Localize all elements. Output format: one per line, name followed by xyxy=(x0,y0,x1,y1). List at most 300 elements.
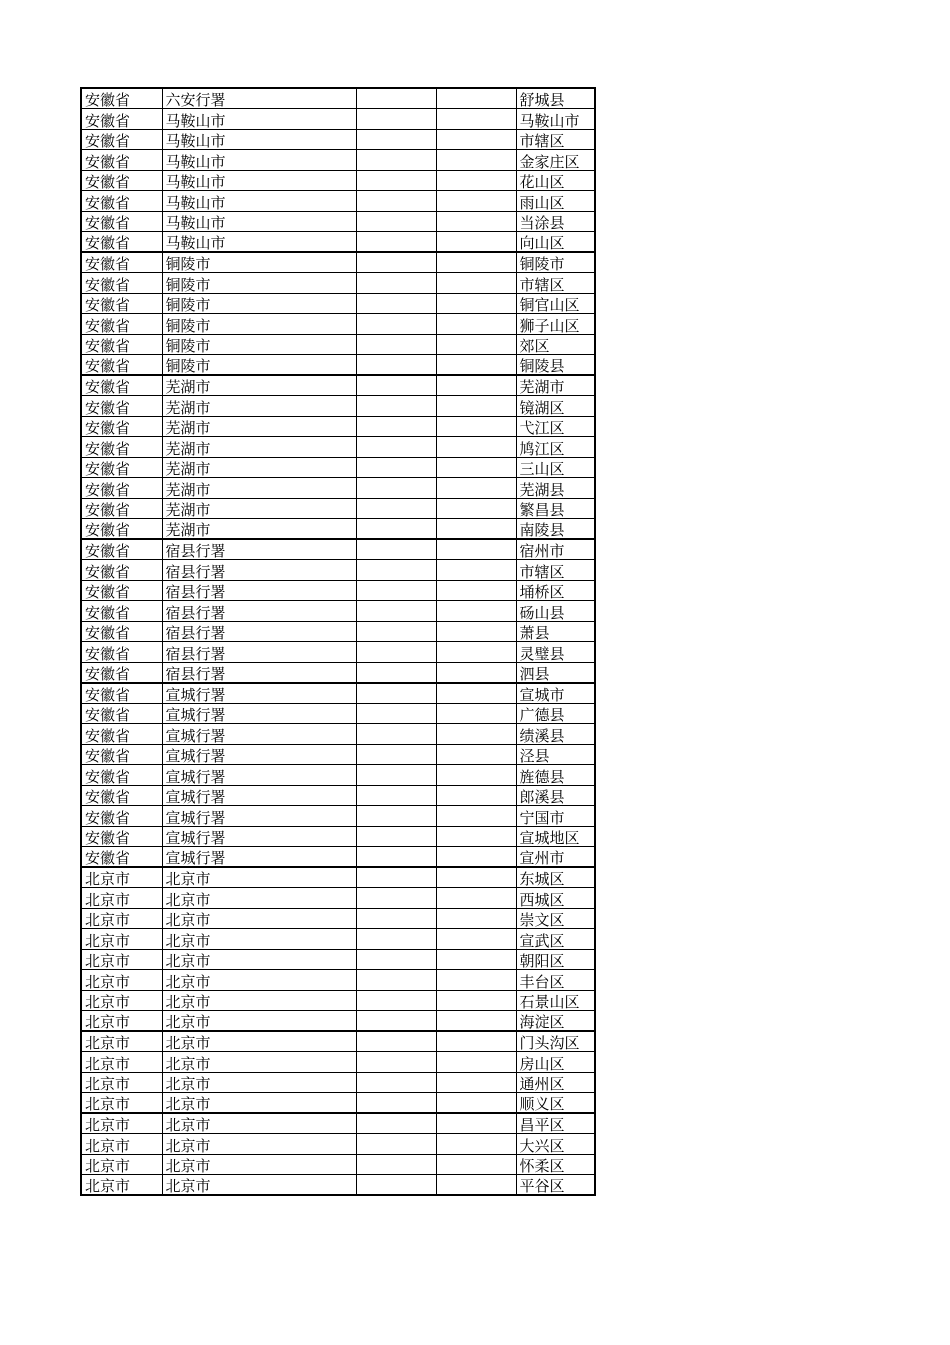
table-row xyxy=(81,1093,595,1114)
city-cell: 北京市 xyxy=(162,1113,356,1134)
blank-cell-b xyxy=(436,1052,516,1073)
table-row xyxy=(81,560,595,581)
district-cell: 芜湖县 xyxy=(516,478,595,499)
city-cell: 宿县行署 xyxy=(162,642,356,663)
blank-cell-a xyxy=(356,1011,436,1032)
blank-cell-a xyxy=(356,724,436,745)
blank-cell-b xyxy=(436,847,516,868)
table-row xyxy=(81,293,595,314)
city-cell: 马鞍山市 xyxy=(162,232,356,253)
city-cell: 宣城行署 xyxy=(162,744,356,765)
blank-cell-a xyxy=(356,334,436,355)
blank-cell-a xyxy=(356,1052,436,1073)
blank-cell-a xyxy=(356,847,436,868)
blank-cell-b xyxy=(436,129,516,150)
province-cell: 安徽省 xyxy=(81,416,162,437)
city-cell: 芜湖市 xyxy=(162,416,356,437)
blank-cell-b xyxy=(436,621,516,642)
city-cell: 宣城行署 xyxy=(162,703,356,724)
table-row xyxy=(81,908,595,929)
blank-cell-a xyxy=(356,662,436,683)
table-row xyxy=(81,355,595,376)
blank-cell-a xyxy=(356,765,436,786)
district-cell: 门头沟区 xyxy=(516,1031,595,1052)
blank-cell-b xyxy=(436,519,516,540)
table-row xyxy=(81,1031,595,1052)
table-row xyxy=(81,314,595,335)
blank-cell-b xyxy=(436,252,516,273)
province-cell: 安徽省 xyxy=(81,765,162,786)
blank-cell-b xyxy=(436,375,516,396)
city-cell: 芜湖市 xyxy=(162,457,356,478)
blank-cell-b xyxy=(436,867,516,888)
blank-cell-a xyxy=(356,191,436,212)
table-row xyxy=(81,539,595,560)
province-cell: 北京市 xyxy=(81,1052,162,1073)
blank-cell-b xyxy=(436,293,516,314)
province-cell: 安徽省 xyxy=(81,457,162,478)
province-cell: 北京市 xyxy=(81,949,162,970)
province-cell: 安徽省 xyxy=(81,703,162,724)
blank-cell-b xyxy=(436,744,516,765)
district-cell: 三山区 xyxy=(516,457,595,478)
district-cell: 弋江区 xyxy=(516,416,595,437)
district-cell: 大兴区 xyxy=(516,1134,595,1155)
city-cell: 马鞍山市 xyxy=(162,109,356,130)
blank-cell-a xyxy=(356,252,436,273)
blank-cell-a xyxy=(356,232,436,253)
table-row xyxy=(81,580,595,601)
district-cell: 郎溪县 xyxy=(516,785,595,806)
blank-cell-b xyxy=(436,1093,516,1114)
district-cell: 顺义区 xyxy=(516,1093,595,1114)
blank-cell-a xyxy=(356,621,436,642)
province-cell: 安徽省 xyxy=(81,375,162,396)
district-cell: 南陵县 xyxy=(516,519,595,540)
city-cell: 马鞍山市 xyxy=(162,129,356,150)
city-cell: 宣城行署 xyxy=(162,724,356,745)
table-row xyxy=(81,334,595,355)
district-cell: 镜湖区 xyxy=(516,396,595,417)
province-cell: 安徽省 xyxy=(81,150,162,171)
table-row xyxy=(81,170,595,191)
district-cell: 雨山区 xyxy=(516,191,595,212)
table-row xyxy=(81,929,595,950)
blank-cell-b xyxy=(436,560,516,581)
table-row xyxy=(81,765,595,786)
province-cell: 安徽省 xyxy=(81,478,162,499)
blank-cell-a xyxy=(356,1093,436,1114)
province-cell: 北京市 xyxy=(81,1113,162,1134)
district-cell: 砀山县 xyxy=(516,601,595,622)
table-row xyxy=(81,1072,595,1093)
city-cell: 马鞍山市 xyxy=(162,150,356,171)
city-cell: 马鞍山市 xyxy=(162,191,356,212)
table-row xyxy=(81,478,595,499)
district-cell: 泗县 xyxy=(516,662,595,683)
blank-cell-a xyxy=(356,519,436,540)
city-cell: 北京市 xyxy=(162,990,356,1011)
district-cell: 西城区 xyxy=(516,888,595,909)
blank-cell-b xyxy=(436,929,516,950)
blank-cell-b xyxy=(436,314,516,335)
table-row xyxy=(81,396,595,417)
blank-cell-a xyxy=(356,129,436,150)
district-cell: 通州区 xyxy=(516,1072,595,1093)
table-row xyxy=(81,662,595,683)
city-cell: 宿县行署 xyxy=(162,539,356,560)
province-cell: 安徽省 xyxy=(81,273,162,294)
city-cell: 宿县行署 xyxy=(162,580,356,601)
district-cell: 鸠江区 xyxy=(516,437,595,458)
province-cell: 安徽省 xyxy=(81,826,162,847)
city-cell: 铜陵市 xyxy=(162,355,356,376)
city-cell: 宿县行署 xyxy=(162,560,356,581)
city-cell: 北京市 xyxy=(162,908,356,929)
blank-cell-a xyxy=(356,1175,436,1196)
province-cell: 安徽省 xyxy=(81,724,162,745)
blank-cell-b xyxy=(436,662,516,683)
blank-cell-b xyxy=(436,1154,516,1175)
blank-cell-b xyxy=(436,273,516,294)
blank-cell-b xyxy=(436,191,516,212)
province-cell: 北京市 xyxy=(81,1134,162,1155)
district-cell: 金家庄区 xyxy=(516,150,595,171)
province-cell: 安徽省 xyxy=(81,601,162,622)
blank-cell-b xyxy=(436,334,516,355)
city-cell: 铜陵市 xyxy=(162,252,356,273)
province-cell: 北京市 xyxy=(81,1011,162,1032)
city-cell: 铜陵市 xyxy=(162,293,356,314)
table-row xyxy=(81,1134,595,1155)
city-cell: 宣城行署 xyxy=(162,785,356,806)
city-cell: 铜陵市 xyxy=(162,273,356,294)
city-cell: 北京市 xyxy=(162,970,356,991)
table-row xyxy=(81,724,595,745)
district-cell: 房山区 xyxy=(516,1052,595,1073)
district-cell: 马鞍山市 xyxy=(516,109,595,130)
table-row xyxy=(81,232,595,253)
city-cell: 六安行署 xyxy=(162,88,356,109)
district-cell: 铜官山区 xyxy=(516,293,595,314)
province-cell: 安徽省 xyxy=(81,744,162,765)
blank-cell-b xyxy=(436,826,516,847)
blank-cell-a xyxy=(356,785,436,806)
district-cell: 铜陵市 xyxy=(516,252,595,273)
blank-cell-a xyxy=(356,806,436,827)
blank-cell-b xyxy=(436,1113,516,1134)
district-cell: 宿州市 xyxy=(516,539,595,560)
table-row xyxy=(81,683,595,704)
blank-cell-b xyxy=(436,765,516,786)
district-cell: 东城区 xyxy=(516,867,595,888)
table-row xyxy=(81,970,595,991)
blank-cell-b xyxy=(436,1031,516,1052)
blank-cell-a xyxy=(356,642,436,663)
city-cell: 芜湖市 xyxy=(162,396,356,417)
city-cell: 北京市 xyxy=(162,1154,356,1175)
blank-cell-a xyxy=(356,88,436,109)
province-cell: 北京市 xyxy=(81,1175,162,1196)
province-cell: 安徽省 xyxy=(81,232,162,253)
province-cell: 安徽省 xyxy=(81,539,162,560)
district-cell: 怀柔区 xyxy=(516,1154,595,1175)
blank-cell-b xyxy=(436,580,516,601)
province-cell: 北京市 xyxy=(81,990,162,1011)
blank-cell-b xyxy=(436,211,516,232)
city-cell: 铜陵市 xyxy=(162,314,356,335)
table-row xyxy=(81,867,595,888)
blank-cell-a xyxy=(356,457,436,478)
blank-cell-b xyxy=(436,150,516,171)
city-cell: 宣城行署 xyxy=(162,765,356,786)
province-cell: 安徽省 xyxy=(81,211,162,232)
blank-cell-b xyxy=(436,724,516,745)
table-row xyxy=(81,1175,595,1196)
blank-cell-a xyxy=(356,990,436,1011)
province-cell: 北京市 xyxy=(81,867,162,888)
city-cell: 芜湖市 xyxy=(162,437,356,458)
city-cell: 北京市 xyxy=(162,1011,356,1032)
district-cell: 海淀区 xyxy=(516,1011,595,1032)
province-cell: 安徽省 xyxy=(81,498,162,519)
blank-cell-a xyxy=(356,1154,436,1175)
blank-cell-a xyxy=(356,970,436,991)
district-cell: 郊区 xyxy=(516,334,595,355)
city-cell: 北京市 xyxy=(162,888,356,909)
blank-cell-b xyxy=(436,539,516,560)
blank-cell-a xyxy=(356,539,436,560)
district-cell: 芜湖市 xyxy=(516,375,595,396)
table-row xyxy=(81,1052,595,1073)
district-cell: 宣城市 xyxy=(516,683,595,704)
district-cell: 昌平区 xyxy=(516,1113,595,1134)
district-cell: 宁国市 xyxy=(516,806,595,827)
province-cell: 北京市 xyxy=(81,1154,162,1175)
blank-cell-a xyxy=(356,109,436,130)
province-cell: 安徽省 xyxy=(81,109,162,130)
table-row xyxy=(81,88,595,109)
blank-cell-b xyxy=(436,990,516,1011)
province-cell: 安徽省 xyxy=(81,437,162,458)
city-cell: 北京市 xyxy=(162,1175,356,1196)
blank-cell-a xyxy=(356,416,436,437)
province-cell: 安徽省 xyxy=(81,129,162,150)
table-row xyxy=(81,642,595,663)
blank-cell-a xyxy=(356,170,436,191)
table-row xyxy=(81,519,595,540)
blank-cell-b xyxy=(436,908,516,929)
blank-cell-a xyxy=(356,498,436,519)
province-cell: 安徽省 xyxy=(81,396,162,417)
blank-cell-a xyxy=(356,314,436,335)
blank-cell-a xyxy=(356,560,436,581)
blank-cell-a xyxy=(356,293,436,314)
city-cell: 宣城行署 xyxy=(162,683,356,704)
city-cell: 北京市 xyxy=(162,1052,356,1073)
region-table-body xyxy=(81,88,595,1195)
city-cell: 马鞍山市 xyxy=(162,211,356,232)
table-row xyxy=(81,990,595,1011)
blank-cell-b xyxy=(436,498,516,519)
district-cell: 泾县 xyxy=(516,744,595,765)
blank-cell-b xyxy=(436,478,516,499)
province-cell: 安徽省 xyxy=(81,293,162,314)
province-cell: 安徽省 xyxy=(81,88,162,109)
city-cell: 北京市 xyxy=(162,1093,356,1114)
district-cell: 舒城县 xyxy=(516,88,595,109)
blank-cell-a xyxy=(356,1134,436,1155)
city-cell: 芜湖市 xyxy=(162,519,356,540)
province-cell: 安徽省 xyxy=(81,847,162,868)
blank-cell-a xyxy=(356,683,436,704)
blank-cell-b xyxy=(436,416,516,437)
city-cell: 宣城行署 xyxy=(162,826,356,847)
district-cell: 朝阳区 xyxy=(516,949,595,970)
province-cell: 北京市 xyxy=(81,970,162,991)
district-cell: 市辖区 xyxy=(516,273,595,294)
table-row xyxy=(81,498,595,519)
city-cell: 北京市 xyxy=(162,949,356,970)
district-cell: 绩溪县 xyxy=(516,724,595,745)
district-cell: 向山区 xyxy=(516,232,595,253)
blank-cell-a xyxy=(356,1113,436,1134)
table-row xyxy=(81,109,595,130)
province-cell: 安徽省 xyxy=(81,191,162,212)
blank-cell-b xyxy=(436,437,516,458)
blank-cell-b xyxy=(436,457,516,478)
district-cell: 崇文区 xyxy=(516,908,595,929)
city-cell: 宣城行署 xyxy=(162,806,356,827)
table-row xyxy=(81,744,595,765)
province-cell: 安徽省 xyxy=(81,252,162,273)
province-cell: 北京市 xyxy=(81,1093,162,1114)
blank-cell-b xyxy=(436,232,516,253)
district-cell: 市辖区 xyxy=(516,129,595,150)
table-row xyxy=(81,457,595,478)
blank-cell-b xyxy=(436,1134,516,1155)
district-cell: 平谷区 xyxy=(516,1175,595,1196)
city-cell: 芜湖市 xyxy=(162,375,356,396)
city-cell: 北京市 xyxy=(162,867,356,888)
blank-cell-a xyxy=(356,437,436,458)
city-cell: 芜湖市 xyxy=(162,478,356,499)
blank-cell-a xyxy=(356,580,436,601)
city-cell: 芜湖市 xyxy=(162,498,356,519)
city-cell: 北京市 xyxy=(162,929,356,950)
province-cell: 安徽省 xyxy=(81,621,162,642)
city-cell: 宿县行署 xyxy=(162,621,356,642)
table-row xyxy=(81,1011,595,1032)
district-cell: 宣城地区 xyxy=(516,826,595,847)
province-cell: 安徽省 xyxy=(81,170,162,191)
table-row xyxy=(81,949,595,970)
blank-cell-b xyxy=(436,88,516,109)
blank-cell-b xyxy=(436,683,516,704)
table-row xyxy=(81,375,595,396)
city-cell: 北京市 xyxy=(162,1072,356,1093)
district-cell: 广德县 xyxy=(516,703,595,724)
blank-cell-b xyxy=(436,396,516,417)
blank-cell-a xyxy=(356,478,436,499)
blank-cell-a xyxy=(356,396,436,417)
blank-cell-a xyxy=(356,888,436,909)
district-cell: 宣州市 xyxy=(516,847,595,868)
province-cell: 安徽省 xyxy=(81,355,162,376)
province-cell: 安徽省 xyxy=(81,519,162,540)
table-row xyxy=(81,437,595,458)
blank-cell-b xyxy=(436,1011,516,1032)
blank-cell-a xyxy=(356,601,436,622)
table-row xyxy=(81,621,595,642)
city-cell: 宿县行署 xyxy=(162,662,356,683)
city-cell: 北京市 xyxy=(162,1031,356,1052)
table-row xyxy=(81,1113,595,1134)
blank-cell-a xyxy=(356,703,436,724)
blank-cell-b xyxy=(436,806,516,827)
province-cell: 安徽省 xyxy=(81,314,162,335)
district-cell: 宣武区 xyxy=(516,929,595,950)
district-cell: 当涂县 xyxy=(516,211,595,232)
district-cell: 旌德县 xyxy=(516,765,595,786)
table-row xyxy=(81,847,595,868)
region-table xyxy=(80,87,596,1196)
blank-cell-a xyxy=(356,826,436,847)
province-cell: 安徽省 xyxy=(81,642,162,663)
blank-cell-a xyxy=(356,355,436,376)
province-cell: 安徽省 xyxy=(81,334,162,355)
province-cell: 安徽省 xyxy=(81,560,162,581)
blank-cell-a xyxy=(356,273,436,294)
blank-cell-b xyxy=(436,642,516,663)
blank-cell-b xyxy=(436,949,516,970)
blank-cell-a xyxy=(356,375,436,396)
blank-cell-a xyxy=(356,1031,436,1052)
province-cell: 北京市 xyxy=(81,908,162,929)
district-cell: 丰台区 xyxy=(516,970,595,991)
city-cell: 北京市 xyxy=(162,1134,356,1155)
blank-cell-b xyxy=(436,970,516,991)
blank-cell-b xyxy=(436,601,516,622)
province-cell: 北京市 xyxy=(81,929,162,950)
table-row xyxy=(81,416,595,437)
province-cell: 北京市 xyxy=(81,1031,162,1052)
city-cell: 铜陵市 xyxy=(162,334,356,355)
blank-cell-a xyxy=(356,1072,436,1093)
table-row xyxy=(81,252,595,273)
blank-cell-a xyxy=(356,929,436,950)
blank-cell-b xyxy=(436,355,516,376)
province-cell: 北京市 xyxy=(81,888,162,909)
table-row xyxy=(81,785,595,806)
blank-cell-b xyxy=(436,785,516,806)
table-row xyxy=(81,888,595,909)
table-row xyxy=(81,129,595,150)
table-row xyxy=(81,826,595,847)
blank-cell-a xyxy=(356,867,436,888)
district-cell: 萧县 xyxy=(516,621,595,642)
city-cell: 宿县行署 xyxy=(162,601,356,622)
province-cell: 安徽省 xyxy=(81,683,162,704)
table-row xyxy=(81,601,595,622)
table-row xyxy=(81,191,595,212)
blank-cell-a xyxy=(356,949,436,970)
province-cell: 安徽省 xyxy=(81,662,162,683)
table-row xyxy=(81,806,595,827)
district-cell: 灵璧县 xyxy=(516,642,595,663)
province-cell: 安徽省 xyxy=(81,785,162,806)
district-cell: 市辖区 xyxy=(516,560,595,581)
